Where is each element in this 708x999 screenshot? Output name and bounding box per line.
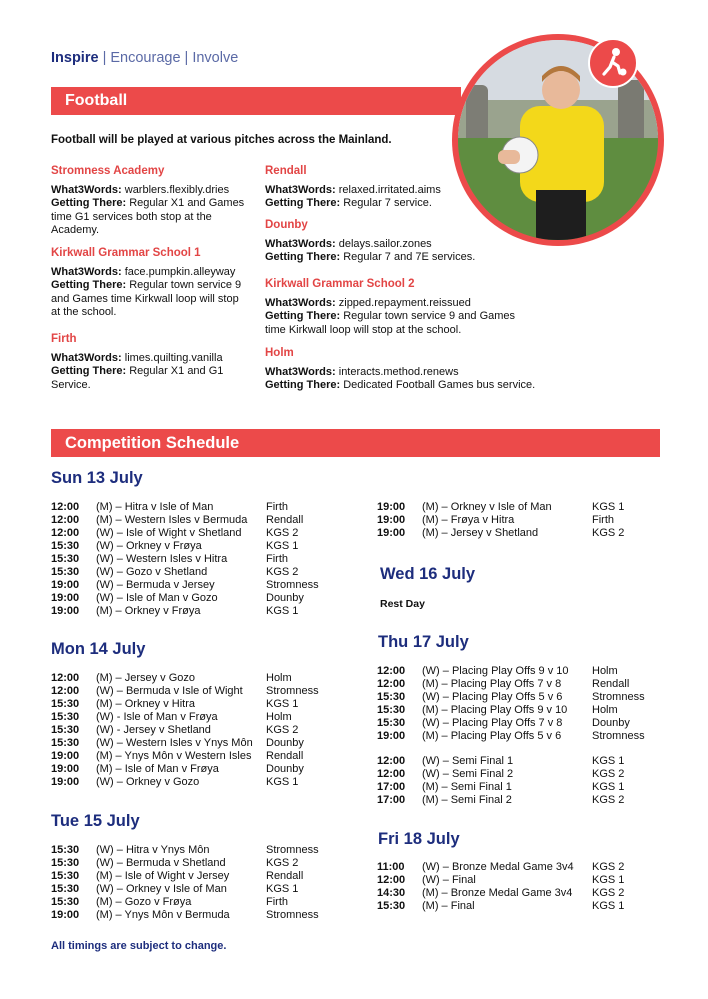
football-intro: Football will be played at various pitches across the Mainland. [51,134,392,146]
schedule-row [51,540,341,553]
schedule-row [377,514,667,527]
schedule-row [377,717,667,730]
match-venue: KGS 2 [592,861,625,873]
match-time: 19:00 [377,514,406,526]
match-teams: (M) – Bronze Medal Game 3v4 [422,887,573,899]
day-heading-mon: Mon 14 July [51,640,146,658]
schedule-row [51,501,341,514]
schedule-row [377,691,667,704]
match-time: 12:00 [51,527,80,539]
match-time: 15:30 [51,711,80,723]
match-time: 19:00 [51,763,80,775]
match-teams: (W) – Orkney v Isle of Man [96,883,227,895]
match-time: 15:30 [51,896,80,908]
schedule-row [51,527,341,540]
match-venue: KGS 2 [592,887,625,899]
schedule-row [377,704,667,717]
schedule-row [377,665,667,678]
match-venue: KGS 2 [592,527,625,539]
match-time: 15:30 [51,698,80,710]
schedule-row [51,896,341,909]
timing-note: All timings are subject to change. [51,940,227,952]
schedule-row [377,755,667,768]
match-venue: KGS 1 [592,755,625,767]
match-teams: (W) – Isle of Man v Gozo [96,592,218,604]
match-teams: (M) – Orkney v Frøya [96,605,201,617]
match-time: 19:00 [377,501,406,513]
match-teams: (W) – Bermuda v Isle of Wight [96,685,243,697]
w3w-label: What3Words: [265,183,336,196]
match-venue: KGS 1 [592,781,625,793]
match-time: 15:30 [377,717,406,729]
match-time: 15:30 [51,844,80,856]
match-venue: Dounby [266,592,304,604]
venue-firth [51,333,246,392]
match-teams: (M) – Placing Play Offs 7 v 8 [422,678,562,690]
match-time: 12:00 [377,755,406,767]
match-time: 12:00 [377,768,406,780]
schedule-fri [377,861,667,913]
w3w-value: delays.sailor.zones [335,237,432,250]
match-teams: (M) – Semi Final 2 [422,794,512,806]
match-venue: Stromness [592,730,645,742]
getting-there-label: Getting There: [265,197,341,209]
match-venue: Rendall [592,678,630,690]
match-venue: Rendall [266,870,304,882]
match-time: 15:30 [51,857,80,869]
schedule-row [377,768,667,781]
schedule-row [377,861,667,874]
schedule-row [377,794,667,807]
schedule-row [51,776,341,789]
schedule-row [51,711,341,724]
match-teams: (M) – Semi Final 1 [422,781,512,793]
schedule-row [51,724,341,737]
getting-there-value: Regular town service 9 and Games time Kirkwall loop will stop at the school. [265,310,516,336]
match-teams: (W) – Western Isles v Ynys Môn [96,737,253,749]
match-teams: (W) – Placing Play Offs 5 v 6 [422,691,563,703]
schedule-row [51,737,341,750]
getting-there-value: Regular 7 service. [340,197,432,209]
match-time: 12:00 [377,665,406,677]
day-heading-tue: Tue 15 July [51,812,140,830]
football-player-icon [588,38,638,88]
venue-kgs-1 [51,247,246,320]
match-venue: KGS 2 [266,857,299,869]
match-venue: Firth [266,501,288,513]
match-venue: Firth [266,553,288,565]
match-venue: Dounby [266,763,304,775]
match-teams: (W) – Bronze Medal Game 3v4 [422,861,574,873]
match-venue: KGS 1 [266,883,299,895]
match-teams: (W) – Semi Final 2 [422,768,514,780]
match-teams: (M) – Isle of Wight v Jersey [96,870,230,882]
match-venue: KGS 1 [592,501,625,513]
w3w-label: What3Words: [51,265,122,278]
match-teams: (M) – Western Isles v Bermuda [96,514,248,526]
w3w-value: relaxed.irritated.aims [335,183,441,196]
match-teams: (M) – Jersey v Gozo [96,672,196,684]
schedule-row [51,672,341,685]
schedule-row [377,527,667,540]
match-venue: Holm [266,672,292,684]
match-teams: (M) – Ynys Môn v Western Isles [96,750,252,762]
w3w-value: zipped.repayment.reissued [335,296,471,309]
match-venue: Stromness [266,685,319,697]
match-teams: (M) – Final [422,900,475,912]
match-venue: KGS 2 [592,794,625,806]
match-teams: (W) – Bermuda v Jersey [96,579,215,591]
match-venue: Stromness [266,579,319,591]
getting-there-value: Regular 7 and 7E services. [340,251,476,263]
venue-dounby [265,219,505,265]
tagline-inspire: Inspire [51,50,99,66]
venue-name: Stromness Academy [51,165,165,177]
match-time: 17:00 [377,794,406,806]
match-venue: Firth [266,896,288,908]
schedule-sun [51,501,341,618]
match-teams: (M) – Frøya v Hitra [422,514,515,526]
w3w-value: face.pumpkin.alleyway [121,265,236,278]
getting-there-value: Dedicated Football Games bus service. [340,379,536,391]
match-time: 15:30 [377,900,406,912]
match-teams: (W) - Jersey v Shetland [96,724,211,736]
match-teams: (W) - Isle of Man v Frøya [96,711,218,723]
match-venue: Stromness [266,844,319,856]
schedule-row [377,730,667,743]
getting-there-value: Regular X1 and G1 Service. [51,365,224,391]
match-time: 19:00 [377,730,406,742]
match-time: 15:30 [51,566,80,578]
match-teams: (W) – Final [422,874,476,886]
match-teams: (M) – Placing Play Offs 9 v 10 [422,704,568,716]
match-teams: (M) – Placing Play Offs 5 v 6 [422,730,562,742]
venue-name: Rendall [265,165,307,177]
venue-stromness-academy [51,165,246,238]
schedule-thu-semis [377,755,667,807]
w3w-label: What3Words: [51,183,122,196]
match-teams: (M) – Hitra v Isle of Man [96,501,214,513]
schedule-row [51,685,341,698]
venue-name: Dounby [265,219,308,231]
venue-name: Kirkwall Grammar School 2 [265,278,415,290]
match-teams: (W) – Bermuda v Shetland [96,857,226,869]
match-time: 15:30 [377,704,406,716]
competition-schedule-heading: Competition Schedule [51,429,660,457]
match-venue: Holm [592,665,618,677]
schedule-sun-cont [377,501,667,540]
schedule-row [51,750,341,763]
match-time: 12:00 [51,685,80,697]
match-venue: Stromness [592,691,645,703]
match-teams: (W) – Placing Play Offs 9 v 10 [422,665,569,677]
match-time: 15:30 [51,870,80,882]
match-teams: (W) – Isle of Wight v Shetland [96,527,242,539]
schedule-row [377,874,667,887]
match-teams: (W) – Western Isles v Hitra [96,553,228,565]
match-venue: KGS 1 [266,540,299,552]
schedule-row [51,909,341,922]
schedule-row [51,883,341,896]
match-time: 19:00 [51,605,80,617]
match-time: 15:30 [377,691,406,703]
schedule-row [51,592,341,605]
match-venue: KGS 1 [592,900,625,912]
match-time: 12:00 [377,874,406,886]
getting-there-label: Getting There: [265,310,341,322]
match-venue: KGS 2 [266,724,299,736]
match-teams: (M) – Ynys Môn v Bermuda [96,909,230,921]
match-venue: KGS 1 [266,698,299,710]
match-venue: Holm [266,711,292,723]
schedule-row [51,566,341,579]
match-venue: KGS 2 [266,527,299,539]
venue-name: Kirkwall Grammar School 1 [51,247,201,259]
match-teams: (M) – Gozo v Frøya [96,896,192,908]
schedule-row [377,678,667,691]
schedule-row [51,579,341,592]
schedule-row [51,698,341,711]
rest-day: Rest Day [380,598,425,610]
schedule-row [377,887,667,900]
w3w-label: What3Words: [51,351,122,364]
match-teams: (W) – Semi Final 1 [422,755,514,767]
day-heading-fri: Fri 18 July [378,830,460,848]
match-time: 19:00 [51,592,80,604]
getting-there-label: Getting There: [265,379,341,391]
schedule-tue [51,844,341,922]
football-heading: Football [51,87,461,115]
match-time: 17:00 [377,781,406,793]
venue-name: Firth [51,333,77,345]
match-time: 15:30 [51,883,80,895]
match-time: 19:00 [51,776,80,788]
match-time: 14:30 [377,887,406,899]
day-heading-wed: Wed 16 July [380,565,476,583]
match-teams: (M) – Isle of Man v Frøya [96,763,219,775]
match-venue: Rendall [266,514,304,526]
venue-name: Holm [265,347,294,359]
match-time: 15:30 [51,724,80,736]
match-teams: (W) – Hitra v Ynys Môn [96,844,210,856]
match-venue: Firth [592,514,614,526]
w3w-value: interacts.method.renews [335,365,459,378]
getting-there-label: Getting There: [51,279,127,291]
day-heading-sun: Sun 13 July [51,469,143,487]
match-time: 12:00 [51,514,80,526]
venue-rendall [265,165,465,211]
match-teams: (W) – Gozo v Shetland [96,566,208,578]
day-heading-thu: Thu 17 July [378,633,469,651]
w3w-label: What3Words: [265,296,336,309]
w3w-value: warblers.flexibly.dries [121,183,230,196]
match-teams: (W) – Orkney v Frøya [96,540,202,552]
match-teams: (M) – Orkney v Isle of Man [422,501,552,513]
match-venue: KGS 2 [266,566,299,578]
match-time: 12:00 [51,672,80,684]
match-time: 15:30 [51,540,80,552]
schedule-row [377,501,667,514]
schedule-row [51,870,341,883]
tagline [51,50,238,66]
w3w-label: What3Words: [265,365,336,378]
schedule-row [51,844,341,857]
match-venue: Rendall [266,750,304,762]
match-time: 12:00 [377,678,406,690]
schedule-row [51,514,341,527]
match-teams: (M) – Jersey v Shetland [422,527,539,539]
venue-kgs-2 [265,278,530,337]
venue-holm [265,347,575,393]
match-time: 19:00 [51,750,80,762]
match-teams: (M) – Orkney v Hitra [96,698,196,710]
match-time: 19:00 [377,527,406,539]
schedule-row [51,605,341,618]
getting-there-value: Regular town service 9 and Games time Kirkwall loop will stop at the school. [51,279,242,318]
match-time: 12:00 [51,501,80,513]
match-teams: (W) – Orkney v Gozo [96,776,200,788]
match-venue: KGS 1 [266,776,299,788]
match-teams: (W) – Placing Play Offs 7 v 8 [422,717,563,729]
getting-there-value: Regular X1 and Games time G1 services both stop at the Academy. [51,197,245,236]
schedule-row [377,781,667,794]
schedule-mon [51,672,341,789]
schedule-thu [377,665,667,743]
match-time: 15:30 [51,737,80,749]
match-time: 15:30 [51,553,80,565]
schedule-row [51,763,341,776]
match-venue: Dounby [266,737,304,749]
match-venue: Stromness [266,909,319,921]
w3w-label: What3Words: [265,237,336,250]
schedule-row [377,900,667,913]
getting-there-label: Getting There: [265,251,341,263]
match-venue: KGS 1 [592,874,625,886]
match-venue: Holm [592,704,618,716]
schedule-row [51,553,341,566]
getting-there-label: Getting There: [51,197,127,209]
tagline-rest: | Encourage | Involve [98,50,239,66]
w3w-value: limes.quilting.vanilla [121,351,223,364]
match-time: 11:00 [377,861,405,873]
match-venue: Dounby [592,717,630,729]
match-venue: KGS 1 [266,605,299,617]
match-time: 19:00 [51,909,80,921]
getting-there-label: Getting There: [51,365,127,377]
match-time: 19:00 [51,579,80,591]
schedule-row [51,857,341,870]
match-venue: KGS 2 [592,768,625,780]
